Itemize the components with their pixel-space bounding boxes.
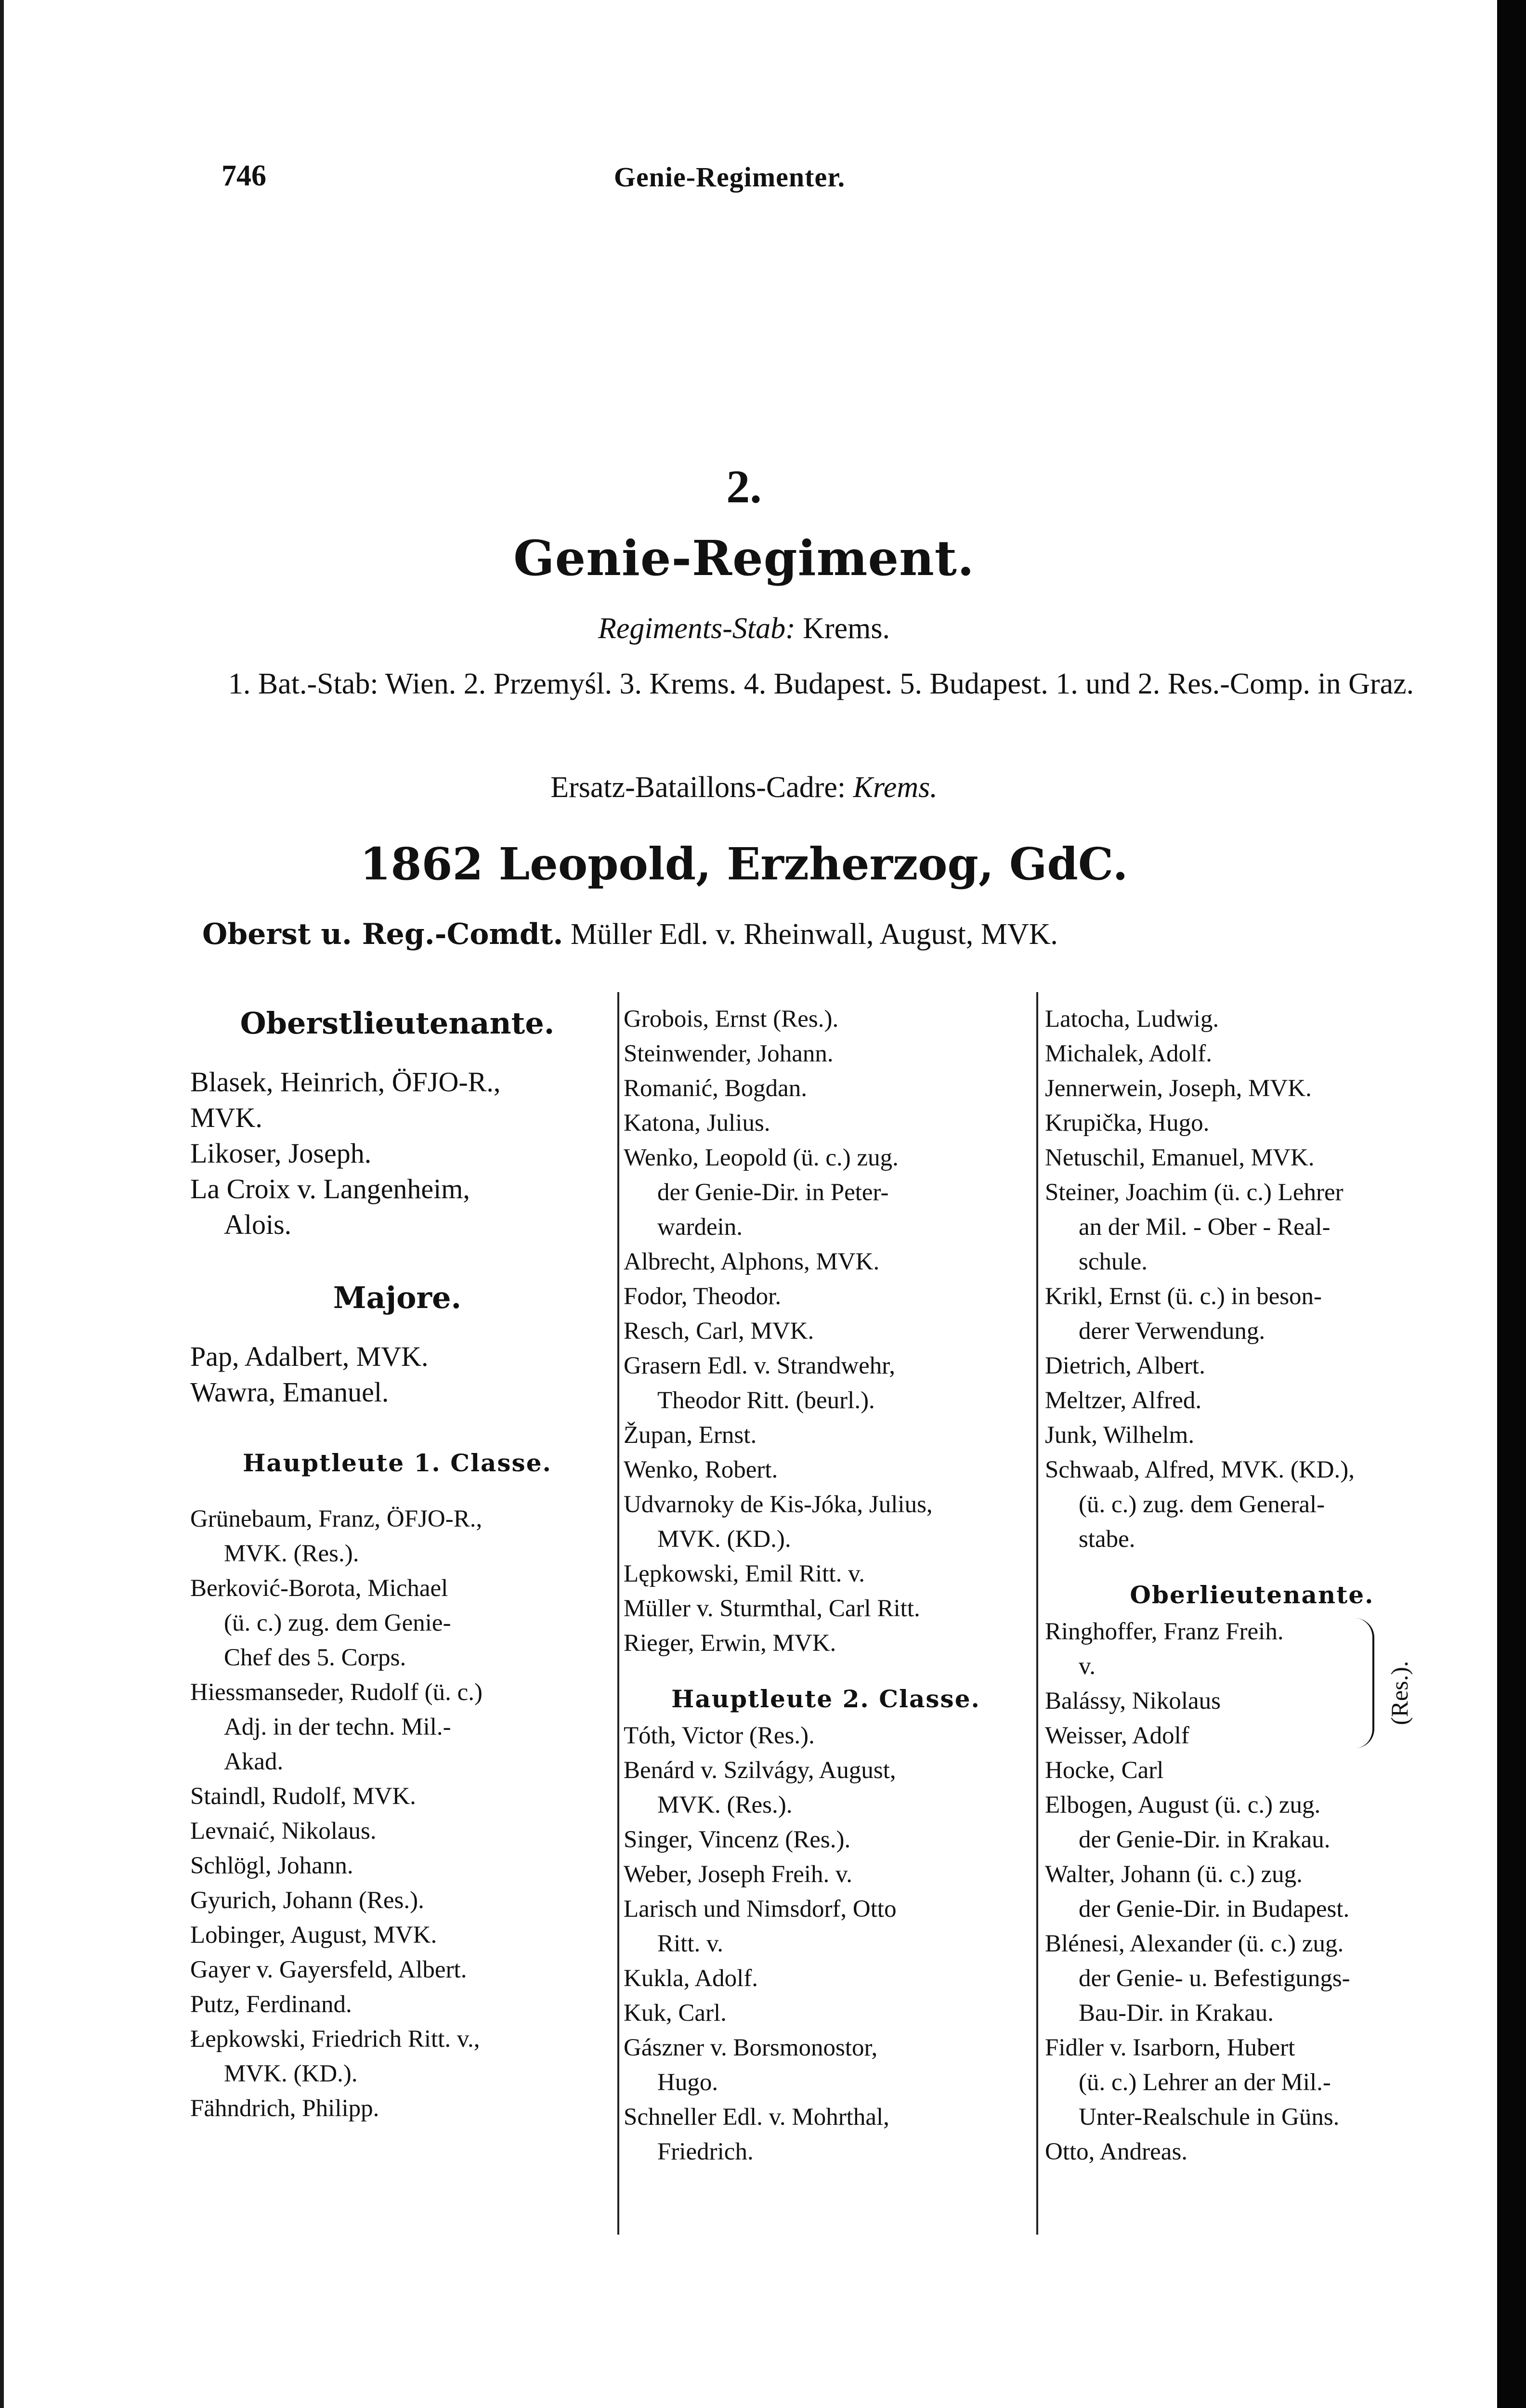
list-item: Hugo.	[657, 2069, 718, 2096]
list-item: Blasek, Heinrich, ÖFJO-R.,	[190, 1066, 501, 1098]
list-item: Steiner, Joachim (ü. c.) Lehrer	[1045, 1179, 1343, 1206]
list-item: MVK. (KD.).	[224, 2060, 358, 2087]
list-item: Latocha, Ludwig.	[1045, 1006, 1219, 1033]
list-item: wardein.	[657, 1214, 743, 1241]
heading-majore: Majore.	[333, 1280, 462, 1315]
list-item: Tóth, Victor (Res.).	[624, 1722, 815, 1749]
list-item: La Croix v. Langenheim,	[190, 1173, 470, 1204]
list-item: Levnaić, Nikolaus.	[190, 1818, 377, 1845]
list-item: Udvarnoky de Kis-Jóka, Julius,	[624, 1491, 933, 1518]
list-item: Schneller Edl. v. Mohrthal,	[624, 2104, 889, 2131]
regiments-stab-line	[173, 612, 1315, 646]
list-item: v.	[1079, 1653, 1096, 1680]
column-2	[624, 1002, 1028, 2169]
list-item: Michalek, Adolf.	[1045, 1040, 1213, 1067]
list-item: Theodor Ritt. (beurl.).	[657, 1387, 875, 1414]
list-item: MVK.	[190, 1102, 262, 1133]
page-number: 746	[222, 159, 266, 192]
running-head	[193, 159, 1266, 202]
list-item: Wenko, Robert.	[624, 1456, 778, 1483]
regiment-number: 2.	[726, 461, 762, 513]
list-item: Albrecht, Alphons, MVK.	[624, 1248, 880, 1275]
heading-oberstlieutenante: Oberstlieutenante.	[240, 1006, 555, 1041]
regiment-title: Genie-Regiment.	[513, 530, 975, 587]
list-item: Romanić, Bogdan.	[624, 1075, 808, 1102]
list-item: Fidler v. Isarborn, Hubert	[1045, 2034, 1295, 2061]
column-divider-1	[617, 992, 619, 2235]
heading-oberlieutenante: Oberlieutenante.	[1130, 1581, 1374, 1609]
list-item: Kukla, Adolf.	[624, 1965, 758, 1992]
stab-label: Regiments-Stab:	[598, 612, 796, 645]
commander-rank: Oberst u. Reg.-Comdt.	[202, 917, 563, 951]
list-item: Benárd v. Szilvágy, August,	[624, 1757, 896, 1784]
list-item: Walter, Johann (ü. c.) zug.	[1045, 1861, 1303, 1888]
list-item: an der Mil. - Ober - Real-	[1079, 1214, 1330, 1241]
list-item: Lępkowski, Emil Ritt. v.	[624, 1560, 865, 1587]
reserve-label: (Res.).	[1386, 1661, 1413, 1725]
list-item: Gászner v. Borsmonostor,	[624, 2034, 878, 2061]
column-3	[1045, 1002, 1459, 2169]
list-item: Alois.	[224, 1209, 292, 1240]
list-item: Resch, Carl, MVK.	[624, 1318, 814, 1345]
list-item: Pap, Adalbert, MVK.	[190, 1341, 429, 1372]
list-item: Müller v. Sturmthal, Carl Ritt.	[624, 1595, 920, 1622]
list-item: Balássy, Nikolaus	[1045, 1688, 1221, 1714]
list-item: Gyurich, Johann (Res.).	[190, 1887, 424, 1914]
list-item: (ü. c.) Lehrer an der Mil.-	[1079, 2069, 1331, 2096]
list-item: Otto, Andreas.	[1045, 2138, 1188, 2165]
commander-line	[202, 917, 1502, 952]
list-item: Rieger, Erwin, MVK.	[624, 1630, 836, 1657]
list-item: MVK. (KD.).	[657, 1526, 791, 1553]
list-item: Katona, Julius.	[624, 1110, 770, 1137]
scan-edge-right	[1497, 0, 1526, 2408]
list-item: (ü. c.) zug. dem Genie-	[224, 1610, 451, 1636]
list-item: (ü. c.) zug. dem General-	[1079, 1491, 1325, 1518]
list-item: MVK. (Res.).	[224, 1540, 359, 1567]
battalion-locations: 1. Bat.-Stab: Wien. 2. Przemyśl. 3. Krems. 4. Budapest. 5. Budapest. 1. und 2. Res.-Comp. in Graz.	[228, 667, 1414, 700]
list-item: Krupička, Hugo.	[1045, 1110, 1210, 1137]
list-item: Steinwender, Johann.	[624, 1040, 834, 1067]
stab-place: Krems.	[803, 612, 890, 645]
list-item: Fähndrich, Philipp.	[190, 2095, 379, 2122]
list-item: Grasern Edl. v. Strandwehr,	[624, 1352, 895, 1379]
regiment-owner: 1862 Leopold, Erzherzog, GdC.	[360, 838, 1128, 890]
list-item: Unter-Realschule in Güns.	[1079, 2104, 1340, 2131]
list-item: Schwaab, Alfred, MVK. (KD.),	[1045, 1456, 1355, 1483]
list-item: Likoser, Joseph.	[190, 1138, 372, 1169]
list-item: Krikl, Ernst (ü. c.) in beson-	[1045, 1283, 1322, 1310]
list-item: Gayer v. Gayersfeld, Albert.	[190, 1956, 467, 1983]
list-item: der Genie-Dir. in Budapest.	[1079, 1896, 1350, 1923]
list-item: der Genie- u. Befestigungs-	[1079, 1965, 1350, 1992]
column-divider-2	[1036, 992, 1038, 2235]
list-item: Hocke, Carl	[1045, 1757, 1164, 1784]
ersatz-cadre-line	[173, 771, 1315, 805]
list-item: Chef des 5. Corps.	[224, 1644, 406, 1671]
list-item: Lobinger, August, MVK.	[190, 1922, 437, 1949]
list-item: Hiessmanseder, Rudolf (ü. c.)	[190, 1679, 483, 1706]
list-item: stabe.	[1079, 1526, 1135, 1553]
heading-hauptleute-2: Hauptleute 2. Classe.	[671, 1685, 980, 1713]
list-item: Putz, Ferdinand.	[190, 1991, 352, 2018]
list-item: Junk, Wilhelm.	[1045, 1422, 1195, 1449]
list-item: Bau-Dir. in Krakau.	[1079, 2000, 1274, 2027]
list-item: Ringhoffer, Franz Freih.	[1045, 1618, 1284, 1645]
list-item: Župan, Ernst.	[624, 1422, 757, 1449]
cadre-label: Ersatz-Bataillons-Cadre:	[550, 771, 846, 804]
list-item: Dietrich, Albert.	[1045, 1352, 1205, 1379]
list-item: Netuschil, Emanuel, MVK.	[1045, 1144, 1315, 1171]
list-item: Weber, Joseph Freih. v.	[624, 1861, 852, 1888]
list-item: der Genie-Dir. in Krakau.	[1079, 1826, 1330, 1853]
list-item: Berković-Borota, Michael	[190, 1575, 448, 1602]
list-item: Staindl, Rudolf, MVK.	[190, 1783, 416, 1810]
reserve-group	[1045, 1614, 1459, 1788]
list-item: Schlögl, Johann.	[190, 1852, 353, 1879]
list-item: Wenko, Leopold (ü. c.) zug.	[624, 1144, 899, 1171]
cadre-place: Krems.	[853, 771, 938, 804]
list-item: Fodor, Theodor.	[624, 1283, 782, 1310]
list-item: Adj. in der techn. Mil.-	[224, 1714, 451, 1741]
list-item: derer Verwendung.	[1079, 1318, 1265, 1345]
list-item: Grünebaum, Franz, ÖFJO-R.,	[190, 1505, 483, 1532]
commander-name: Müller Edl. v. Rheinwall, August, MVK.	[570, 918, 1058, 951]
list-item: Łepkowski, Friedrich Ritt. v.,	[190, 2026, 480, 2053]
list-item: Jennerwein, Joseph, MVK.	[1045, 1075, 1312, 1102]
list-item: Larisch und Nimsdorf, Otto	[624, 1896, 897, 1923]
list-item: Singer, Vincenz (Res.).	[624, 1826, 851, 1853]
list-item: der Genie-Dir. in Peter-	[657, 1179, 889, 1206]
curly-brace	[1353, 1618, 1374, 1748]
list-item: Friedrich.	[657, 2138, 754, 2165]
list-item: Akad.	[224, 1748, 284, 1775]
list-item: Blénesi, Alexander (ü. c.) zug.	[1045, 1930, 1344, 1957]
list-item: schule.	[1079, 1248, 1148, 1275]
column-1	[190, 1002, 604, 2126]
list-item: Weisser, Adolf	[1045, 1722, 1189, 1749]
scan-edge-left	[0, 0, 4, 2408]
list-item: Meltzer, Alfred.	[1045, 1387, 1202, 1414]
heading-hauptleute-1: Hauptleute 1. Classe.	[243, 1449, 552, 1477]
list-item: Grobois, Ernst (Res.).	[624, 1006, 839, 1033]
list-item: Kuk, Carl.	[624, 2000, 727, 2027]
list-item: Ritt. v.	[657, 1930, 723, 1957]
running-title: Genie-Regimenter.	[613, 161, 846, 193]
list-item: Wawra, Emanuel.	[190, 1376, 389, 1408]
list-item: MVK. (Res.).	[657, 1792, 793, 1819]
list-item: Elbogen, August (ü. c.) zug.	[1045, 1792, 1321, 1819]
